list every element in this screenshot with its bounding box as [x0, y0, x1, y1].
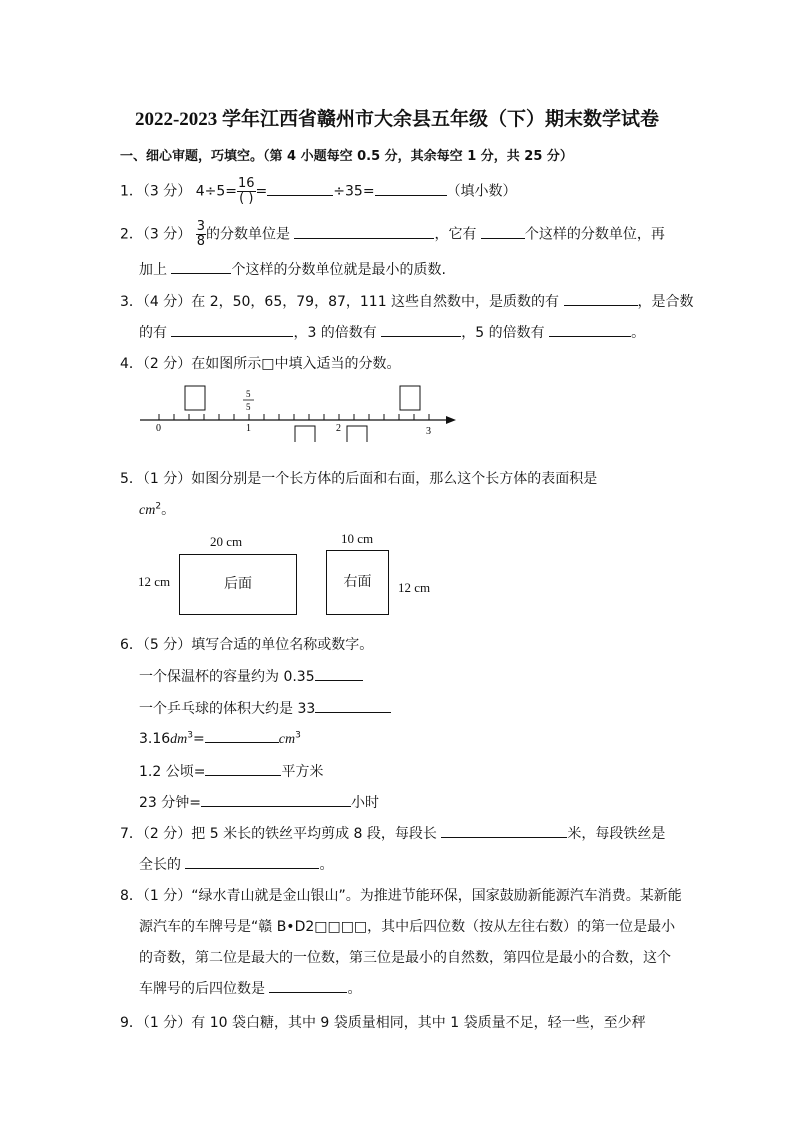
question-2: [120, 220, 665, 249]
question-6-item-5: [139, 792, 379, 812]
unit-text: cm: [278, 732, 296, 747]
number-line-figure: [138, 380, 468, 442]
question-text: 加上: [139, 262, 167, 278]
fraction-numerator: 3: [196, 219, 205, 234]
question-5: [120, 468, 597, 488]
answer-blank[interactable]: [315, 699, 391, 713]
fraction-denominator: 8: [196, 234, 205, 249]
question-8-line-2: 源汽车的车牌号是“赣 B•D2□□□□，其中后四位数（按从左往右数）的第一位是最小: [139, 919, 676, 935]
question-text: 1.2 公顷=: [139, 764, 206, 780]
question-text: 一个保温杯的容量约为 0.35: [139, 669, 315, 685]
question-text: 23 分钟=: [139, 795, 201, 811]
fraction-numerator: 5: [246, 389, 251, 399]
question-number: 2．（3 分）: [120, 226, 192, 243]
answer-blank[interactable]: [549, 323, 631, 337]
answer-blank[interactable]: [205, 762, 281, 776]
answer-box[interactable]: [400, 386, 420, 410]
question-7-line-2: [139, 854, 333, 874]
question-3: [120, 291, 694, 311]
question-3-line-2: [139, 322, 645, 342]
question-1: [120, 177, 517, 206]
question-4: [120, 353, 401, 373]
tick-label-1: 1: [246, 423, 251, 434]
question-7: [120, 823, 665, 843]
answer-blank[interactable]: [315, 667, 363, 681]
answer-blank[interactable]: [171, 260, 231, 274]
answer-blank[interactable]: [564, 292, 638, 306]
answer-blank[interactable]: [205, 729, 279, 743]
question-text: 平方米: [281, 764, 324, 780]
question-text: 米，每段铁丝是: [567, 826, 666, 842]
back-face-rectangle: [179, 554, 297, 615]
question-text: 。: [347, 981, 362, 997]
fraction: [237, 177, 256, 206]
question-number: 3．（4 分）: [120, 294, 192, 310]
question-6-item-2: [139, 698, 391, 718]
answer-blank[interactable]: [441, 824, 567, 838]
unit-exponent: 3: [187, 730, 194, 741]
question-5-line-2: [139, 499, 175, 519]
question-number: 7．（2 分）: [120, 826, 192, 842]
question-number: 9．（1 分）: [120, 1015, 192, 1031]
question-6-item-1: [139, 666, 363, 686]
question-text: 车牌号的后四位数是: [139, 981, 265, 997]
back-face-height-label: 12 cm: [138, 574, 171, 589]
question-text: 个这样的分数单位就是最小的质数.: [231, 262, 446, 278]
question-text: “绿水青山就是金山银山”。为推进节能环保，国家鼓励新能源汽车消费。某新能: [191, 888, 682, 904]
question-text: ，3 的倍数有: [293, 325, 377, 341]
answer-blank[interactable]: [171, 323, 293, 337]
question-number: 1．（3 分）: [120, 183, 192, 200]
question-9: [120, 1012, 646, 1032]
question-text: 如图分别是一个长方体的后面和右面，那么这个长方体的表面积是: [191, 471, 598, 487]
fraction-denominator: ( ): [239, 191, 254, 206]
right-face-height-label: 12 cm: [398, 580, 431, 595]
question-number: 6．（5 分）: [120, 637, 192, 653]
answer-blank[interactable]: [294, 225, 434, 239]
question-text: 的分数单位是: [206, 226, 290, 243]
unit-text: cm: [139, 503, 156, 518]
answer-blank[interactable]: [381, 323, 461, 337]
question-6-item-3: [139, 729, 301, 748]
question-text: 3.16: [139, 731, 171, 747]
question-text: 。: [631, 325, 646, 341]
answer-blank[interactable]: [481, 225, 525, 239]
question-text: 小时: [351, 795, 379, 811]
answer-box[interactable]: [347, 426, 367, 442]
question-text: ，5 的倍数有: [461, 325, 545, 341]
question-6: [120, 634, 373, 654]
question-text: 。: [161, 502, 176, 518]
question-6-item-4: [139, 761, 323, 781]
answer-blank[interactable]: [267, 182, 333, 196]
question-number: 4．（2 分）: [120, 356, 192, 372]
question-text: 个这样的分数单位，再: [524, 226, 665, 243]
question-text: ，它有: [434, 226, 477, 243]
right-face-width-label: 10 cm: [341, 531, 374, 546]
hint-text: （填小数）: [446, 183, 517, 200]
answer-blank[interactable]: [269, 979, 347, 993]
equals-sign: =: [255, 183, 268, 200]
section-heading: 一、细心审题，巧填空。（第 4 小题每空 0.5 分，其余每空 1 分，共 25 分）: [120, 149, 573, 164]
question-2-line-2: [139, 259, 446, 279]
question-number: 8．（1 分）: [120, 888, 192, 904]
answer-blank[interactable]: [201, 793, 351, 807]
unit-exponent: 2: [155, 501, 162, 512]
tick-label-3: 3: [426, 426, 431, 437]
question-8-line-4: [139, 978, 361, 998]
question-text: 的有: [139, 325, 167, 341]
expression: 4÷5=: [195, 183, 237, 200]
question-text: 在 2，50，65，79，87，111 这些自然数中，是质数的有: [191, 294, 560, 310]
fraction-numerator: 16: [238, 176, 255, 191]
question-8-line-3: 的奇数，第二位是最大的一位数，第三位是最小的自然数，第四位是最小的合数，这个: [139, 950, 671, 966]
fraction: [196, 220, 206, 249]
question-text: ，是合数: [637, 294, 694, 310]
fraction-denominator: 5: [246, 402, 251, 412]
question-number: 5．（1 分）: [120, 471, 192, 487]
answer-box[interactable]: [295, 426, 315, 442]
answer-blank[interactable]: [185, 855, 319, 869]
question-8: [120, 885, 682, 905]
unit-text: dm: [170, 732, 188, 747]
right-face-label: 右面: [343, 574, 372, 590]
question-text: 全长的: [139, 857, 181, 873]
question-text: 填写合适的单位名称或数字。: [191, 637, 374, 653]
equals-sign: =: [193, 731, 205, 747]
page-title: 2022-2023 学年江西省赣州市大余县五年级（下）期末数学试卷: [134, 109, 660, 130]
back-face-width-label: 20 cm: [210, 534, 243, 549]
question-text: 把 5 米长的铁丝平均剪成 8 段，每段长: [191, 826, 437, 842]
question-text: 一个乒乓球的体积大约是 33: [139, 701, 316, 717]
question-text: 。: [319, 857, 334, 873]
back-face-label: 后面: [224, 576, 252, 592]
question-text: 有 10 袋白糖，其中 9 袋质量相同，其中 1 袋质量不足，轻一些，至少秤: [191, 1015, 646, 1031]
answer-blank[interactable]: [375, 182, 447, 196]
tick-marks: [159, 414, 429, 420]
unit-exponent: 3: [295, 730, 301, 741]
tick-label-0: 0: [156, 423, 161, 434]
answer-box[interactable]: [185, 386, 205, 410]
question-text: 在如图所示□中填入适当的分数。: [191, 356, 401, 372]
tick-label-2: 2: [336, 423, 341, 434]
arrow-head: [446, 416, 456, 424]
divide-text: ÷35=: [333, 183, 375, 200]
right-face-rectangle: [326, 550, 389, 615]
